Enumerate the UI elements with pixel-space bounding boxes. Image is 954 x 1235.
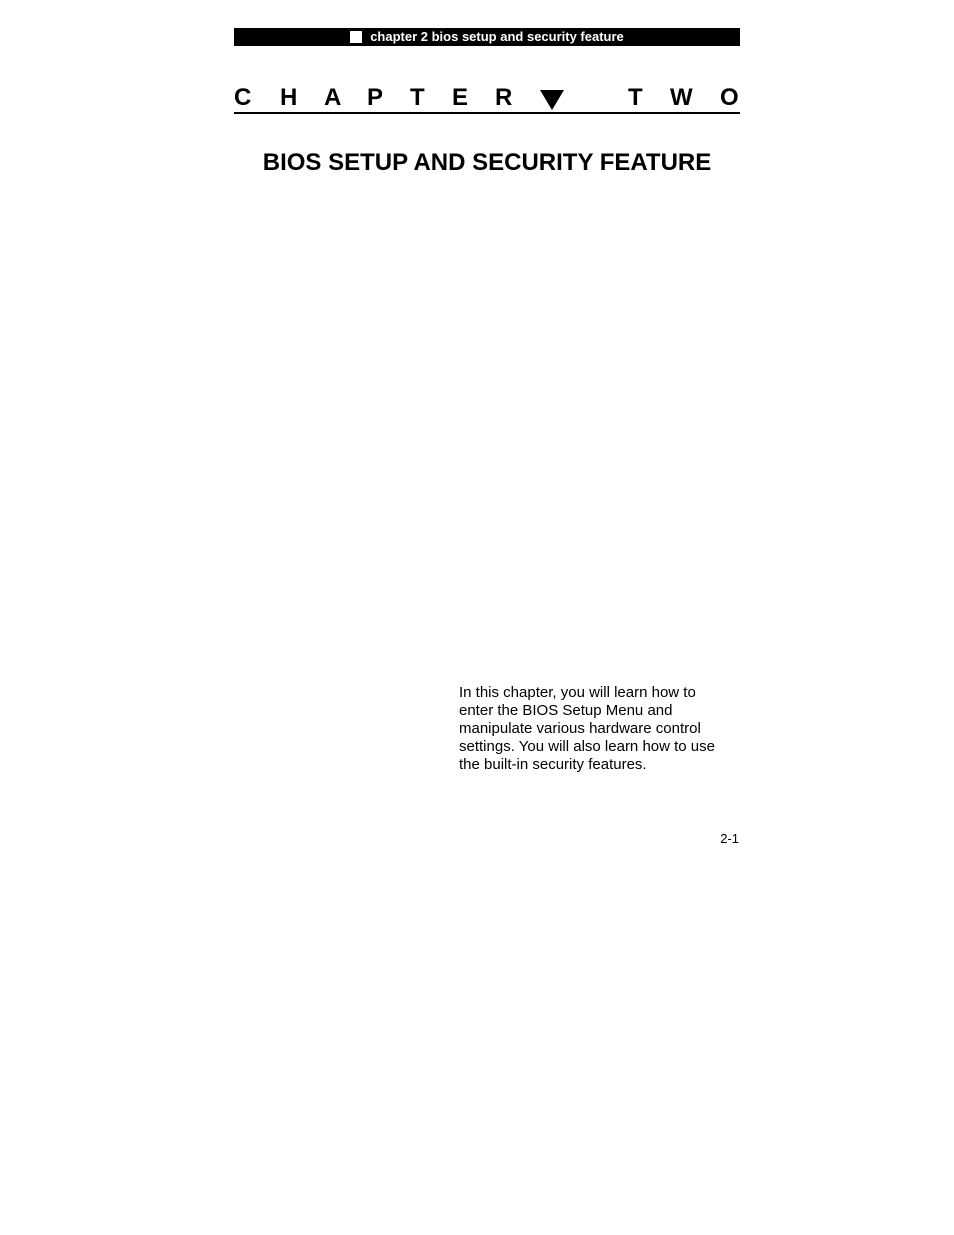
intro-line: In this chapter, you will learn how to [459, 684, 696, 701]
chapter-heading [234, 84, 740, 114]
intro-line: the built-in security features. [459, 756, 647, 773]
down-triangle-icon [540, 90, 564, 110]
running-header [234, 28, 740, 46]
page-title: BIOS SETUP AND SECURITY FEATURE [262, 149, 712, 176]
square-icon [350, 31, 362, 43]
intro-line: settings. You will also learn how to use [459, 738, 715, 755]
chapter-letter: O [720, 84, 739, 111]
page-number: 2-1 [720, 831, 739, 846]
intro-line: enter the BIOS Setup Menu and [459, 702, 673, 719]
chapter-letter: C [234, 84, 252, 111]
chapter-letter: H [280, 84, 298, 111]
chapter-letter: T [410, 84, 425, 111]
chapter-letter: A [324, 84, 342, 111]
intro-paragraph [459, 684, 740, 774]
chapter-letter: W [670, 84, 693, 111]
chapter-letter: T [628, 84, 643, 111]
chapter-letter: P [367, 84, 384, 111]
intro-line: manipulate various hardware control [459, 720, 701, 737]
chapter-letter: E [452, 84, 469, 111]
chapter-letter: R [495, 84, 513, 111]
running-header-text: chapter 2 bios setup and security feature [370, 29, 624, 44]
